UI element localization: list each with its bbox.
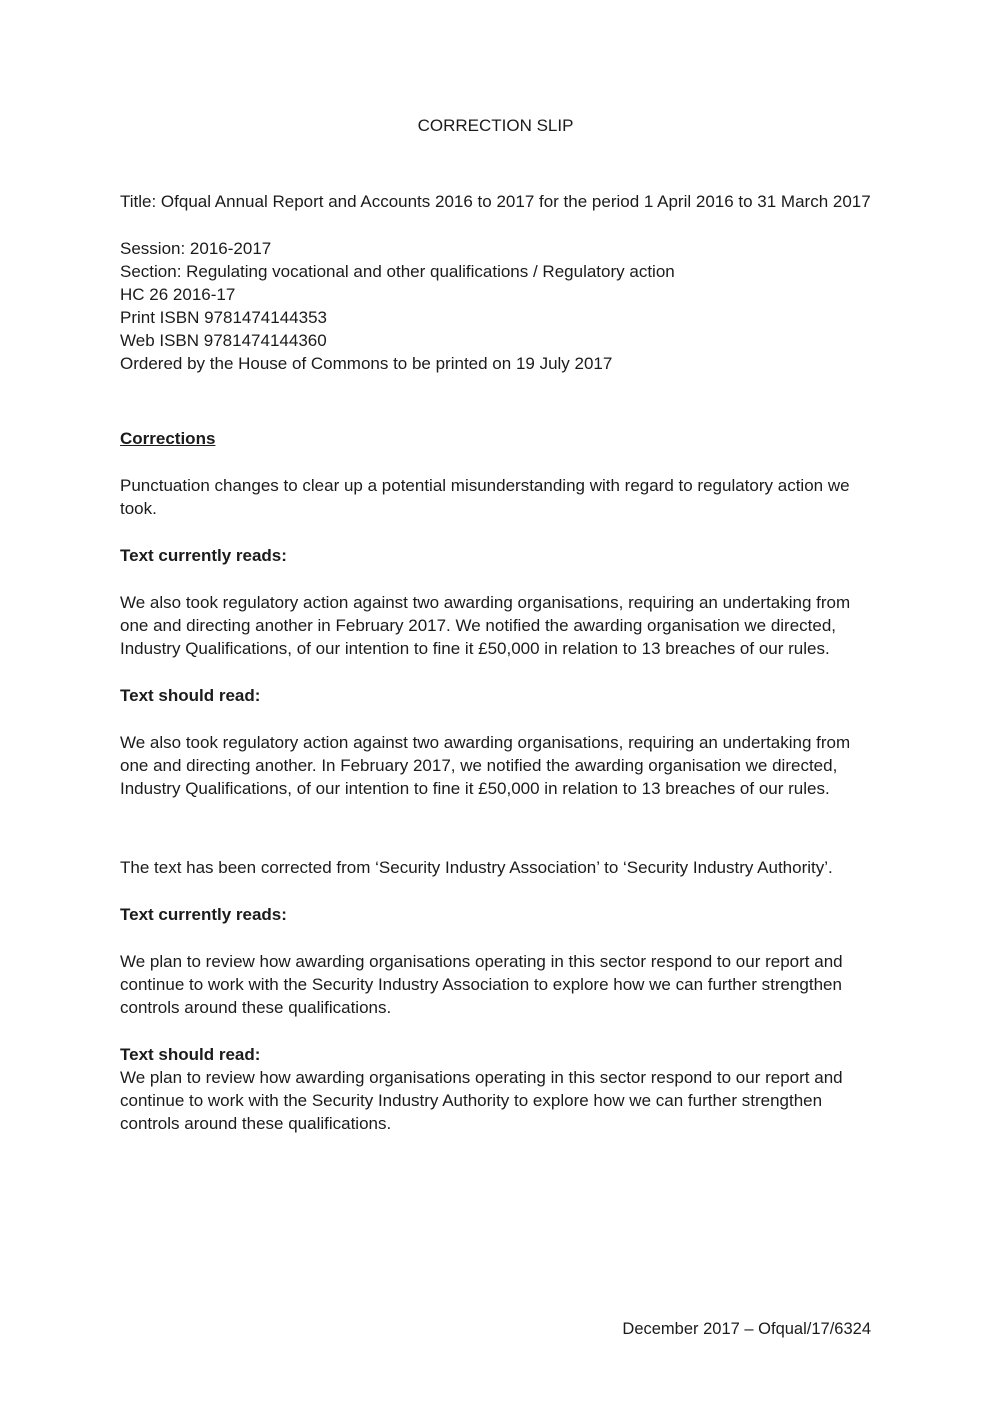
correction2-should-text: We plan to review how awarding organisations operating in this sector respond to our report and continue to work with the Security Industry Authority to explore how we can further strengthen controls around these qualifications.: [120, 1068, 843, 1133]
session-line: Session: 2016-2017: [120, 239, 272, 258]
correction1-should-text: We also took regulatory action against two awarding organisations, requiring an undertaking from one and directing another. In February 2017, we notified the awarding organisation we directed, Industry Qualifications, of our intention to fine it £50,000 in relation to 13 breaches of our rules.: [120, 733, 851, 798]
footer-reference: December 2017 – Ofqual/17/6324: [622, 1320, 871, 1338]
hc-number-line: HC 26 2016-17: [120, 285, 236, 304]
corrections-heading: Corrections: [120, 429, 216, 448]
document-title: CORRECTION SLIP: [417, 116, 574, 135]
correction2-currently-label: Text currently reads:: [120, 905, 287, 924]
print-isbn-line: Print ISBN 9781474144353: [120, 308, 327, 327]
correction1-intro: Punctuation changes to clear up a potential misunderstanding with regard to regulatory action we took.: [120, 476, 850, 518]
corrections-section: [120, 427, 871, 450]
correction1-currently-label: Text currently reads:: [120, 546, 287, 565]
correction2-intro: The text has been corrected from ‘Security Industry Association’ to ‘Security Industry Authority’.: [120, 858, 833, 877]
publication-details: [120, 237, 871, 375]
correction2-currently-text: We plan to review how awarding organisations operating in this sector respond to our report and continue to work with the Security Industry Association to explore how we can further strengthen controls around these qualifications.: [120, 952, 843, 1017]
section-line: Section: Regulating vocational and other qualifications / Regulatory action: [120, 262, 675, 281]
web-isbn-line: Web ISBN 9781474144360: [120, 331, 327, 350]
correction1-currently-text: We also took regulatory action against two awarding organisations, requiring an undertaking from one and directing another in February 2017. We notified the awarding organisation we directed, Industry Qualifications, of our intention to fine it £50,000 in relation to 13 breaches of our rules.: [120, 593, 851, 658]
correction1-should-label: Text should read:: [120, 686, 261, 705]
report-title-paragraph: Title: Ofqual Annual Report and Accounts 2016 to 2017 for the period 1 April 2016 to 31 March 2017: [120, 192, 871, 211]
correction2-should-label: Text should read:: [120, 1045, 261, 1064]
ordered-by-line: Ordered by the House of Commons to be printed on 19 July 2017: [120, 354, 613, 373]
